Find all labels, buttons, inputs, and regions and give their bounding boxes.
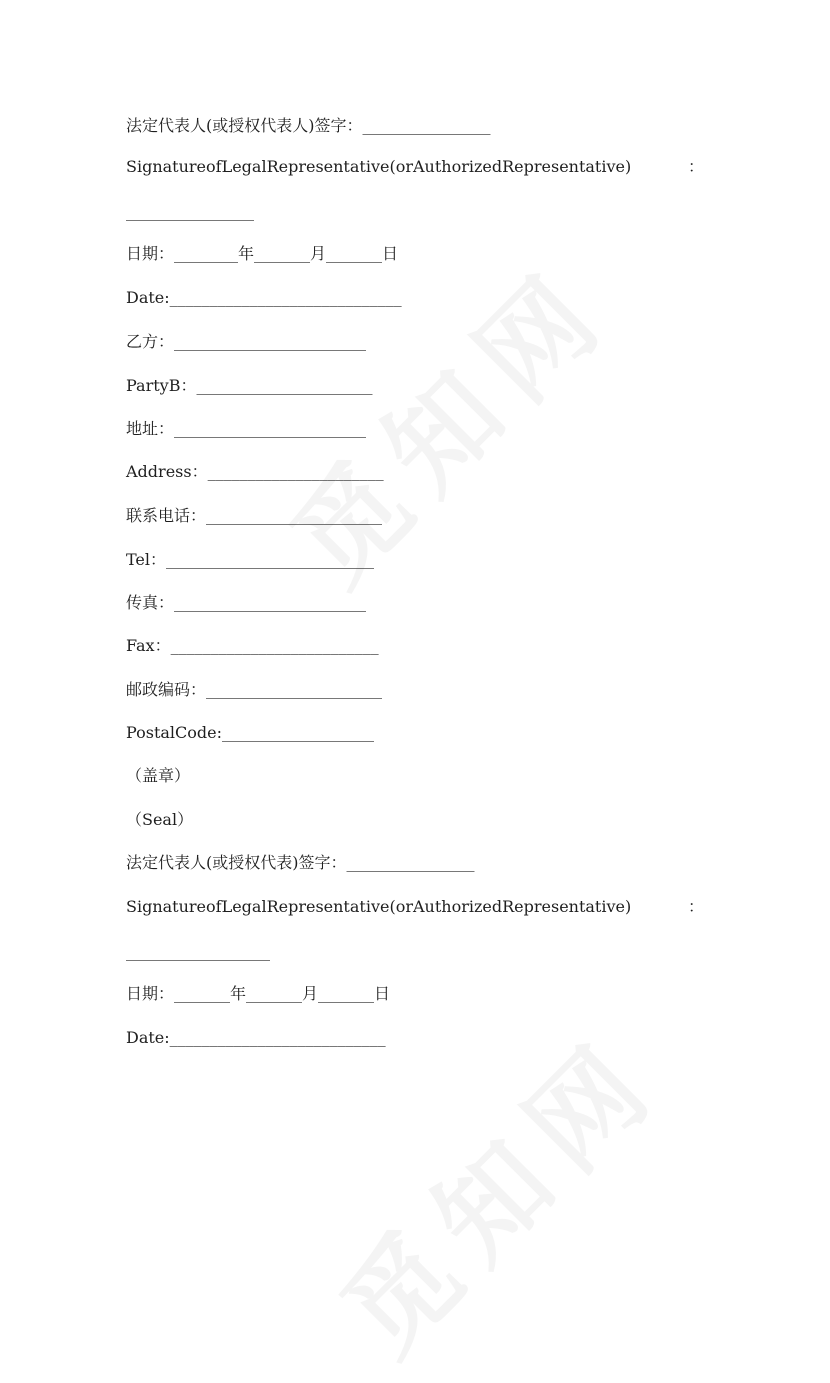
party-b-label-en: PartyB：______________________	[126, 376, 373, 395]
party-a-date-cn: 日期：________年_______月_______日	[126, 244, 399, 263]
seal-cn: （盖章）	[126, 766, 191, 785]
party-b-date-cn: 日期：_______年_______月_______日	[126, 984, 391, 1003]
address-en: Address：______________________	[126, 462, 384, 481]
watermark-bottom	[301, 995, 688, 1382]
party-b-signature-blank: __________________	[126, 942, 270, 961]
party-a-signature-colon: ：	[688, 157, 705, 176]
postal-code-cn: 邮政编码：______________________	[126, 680, 383, 699]
party-b-date-en: Date:___________________________	[126, 1028, 386, 1047]
party-a-signature-blank: ________________	[126, 202, 254, 221]
phone-cn: 联系电话：______________________	[126, 506, 383, 525]
party-a-signature-en: SignatureofLegalRepresentative(orAuthorizedRepresentative)	[126, 157, 632, 176]
party-a-date-en: Date:_____________________________	[126, 288, 402, 307]
fax-en: Fax：__________________________	[126, 636, 379, 655]
party-b-label-cn: 乙方：________________________	[126, 332, 367, 351]
party-b-signature-colon: ：	[688, 897, 705, 916]
address-cn: 地址：________________________	[126, 419, 367, 438]
party-a-signature-cn: 法定代表人(或授权代表人)签字：________________	[126, 116, 491, 135]
seal-en: （Seal）	[126, 810, 194, 829]
fax-cn: 传真：________________________	[126, 593, 367, 612]
party-b-signature-cn: 法定代表人(或授权代表)签字：________________	[126, 853, 475, 872]
phone-en: Tel：__________________________	[126, 550, 375, 569]
postal-code-en: PostalCode:___________________	[126, 723, 375, 742]
party-b-signature-en: SignatureofLegalRepresentative(orAuthorizedRepresentative)	[126, 897, 632, 916]
